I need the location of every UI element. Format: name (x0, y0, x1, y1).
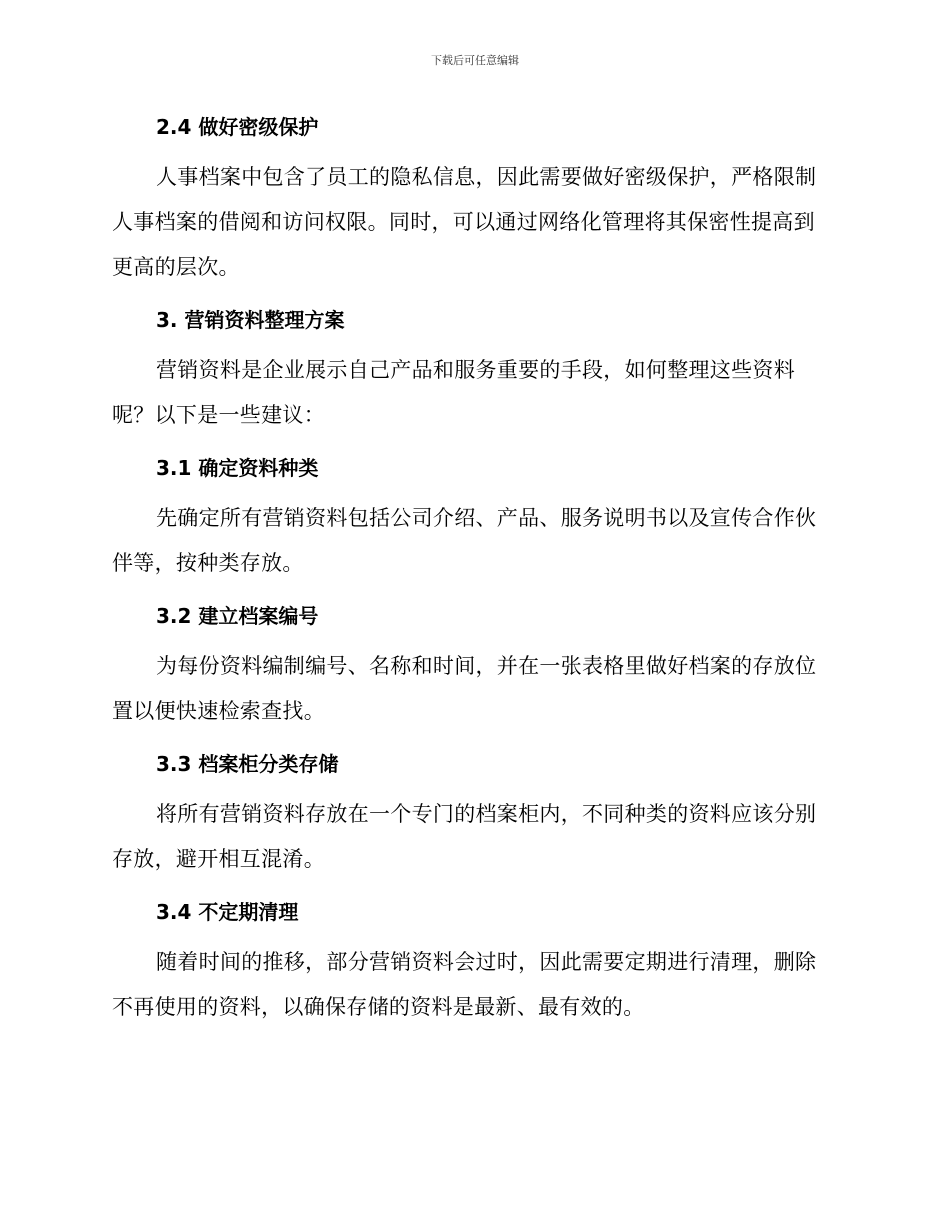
section-paragraph: 为每份资料编制编号、名称和时间，并在一张表格里做好档案的存放位置以便快速检索查找。 (112, 654, 817, 723)
section-3-2 (112, 601, 836, 749)
section-paragraph: 先确定所有营销资料包括公司介绍、产品、服务说明书以及宣传合作伙伴等，按种类存放。 (112, 506, 817, 575)
section-3-3 (112, 749, 836, 897)
section-paragraph: 人事档案中包含了员工的隐私信息，因此需要做好密级保护，严格限制人事档案的借阅和访问权限。同时，可以通过网络化管理将其保密性提高到更高的层次。 (112, 165, 817, 279)
section-heading: 2.4 做好密级保护 (156, 115, 319, 139)
section-paragraph: 随着时间的推移，部分营销资料会过时，因此需要定期进行清理，删除不再使用的资料，以确保存储的资料是最新、最有效的。 (112, 950, 817, 1019)
section-2-4 (112, 112, 836, 305)
section-3-1 (112, 453, 836, 601)
section-heading: 3.4 不定期清理 (156, 900, 299, 924)
section-paragraph: 营销资料是企业展示自己产品和服务重要的手段，如何整理这些资料呢？以下是一些建议： (112, 358, 795, 427)
section-heading: 3.1 确定资料种类 (156, 456, 319, 480)
section-heading: 3. 营销资料整理方案 (156, 308, 345, 332)
page-header: 下载后可任意编辑 (431, 54, 519, 67)
document-body (112, 112, 836, 1030)
section-3 (112, 305, 836, 453)
section-heading: 3.2 建立档案编号 (156, 604, 319, 628)
section-heading: 3.3 档案柜分类存储 (156, 752, 339, 776)
section-paragraph: 将所有营销资料存放在一个专门的档案柜内，不同种类的资料应该分别存放，避开相互混淆。 (112, 802, 817, 871)
section-3-4 (112, 897, 836, 1030)
